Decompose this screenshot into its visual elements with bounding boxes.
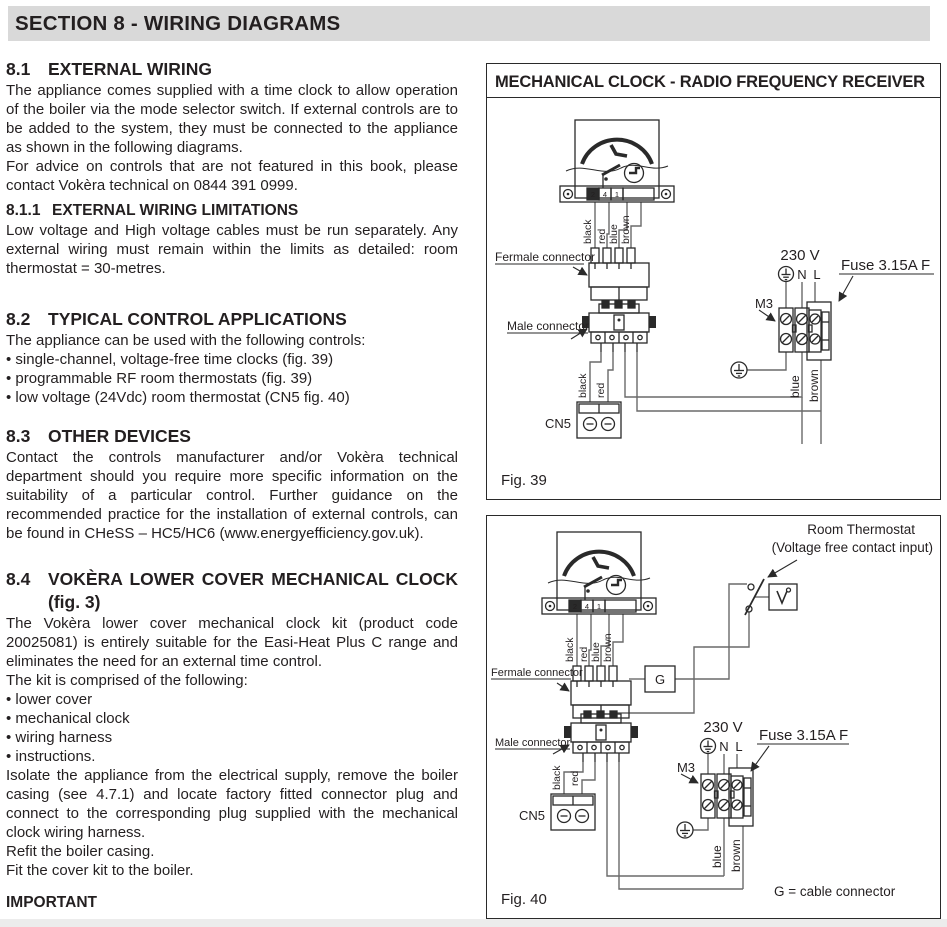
wire-label-black: black xyxy=(582,219,594,244)
fuse-label: Fuse 3.15A F xyxy=(759,727,849,744)
bullet-item: • mechanical clock xyxy=(6,710,130,727)
paragraph: The kit is comprised of the following: xyxy=(6,672,248,689)
terminal-number: 2 xyxy=(572,602,578,611)
paragraph: Refit the boiler casing. xyxy=(6,843,155,860)
terminal-number: 4 xyxy=(602,190,608,199)
bullet-item: • wiring harness xyxy=(6,729,113,746)
voltage-label: 230 V xyxy=(703,719,743,736)
male-connector-symbol xyxy=(564,711,638,762)
terminal-number: 1 xyxy=(596,602,602,611)
live-label: L xyxy=(735,739,743,754)
fig39-diagram xyxy=(487,98,939,494)
m3-label: M3 xyxy=(754,296,773,311)
neutral-label: N xyxy=(719,739,729,754)
heading-8-1-1 xyxy=(6,201,458,221)
fig39-box xyxy=(486,63,941,500)
female-connector-symbol xyxy=(589,248,649,300)
bullet-item: • single-channel, voltage-free time clocks (fig. 39) xyxy=(6,351,334,368)
cn5-terminal-block xyxy=(551,794,595,830)
earth-symbol-top xyxy=(779,267,794,282)
left-text-column xyxy=(6,58,458,912)
fuse-holder xyxy=(807,302,831,360)
paragraph: Fit the cover kit to the boiler. xyxy=(6,862,194,879)
paragraph: The appliance comes supplied with a time clock to allow operation of the boiler via the mode selector switch. If external controls are to be added to the system, they must be connected to the appliance as shown in the following diagrams. xyxy=(6,82,458,156)
heading-title: TYPICAL CONTROL APPLICATIONS xyxy=(48,309,347,329)
heading-number: 8.1.1 xyxy=(6,202,41,219)
fig39-caption: Fig. 39 xyxy=(501,472,547,489)
heading-number: 8.4 xyxy=(6,569,31,589)
wire-label-blue: blue xyxy=(608,224,620,244)
heading-title: OTHER DEVICES xyxy=(48,426,191,446)
heading-title: EXTERNAL WIRING LIMITATIONS xyxy=(52,202,299,219)
fig40-caption: Fig. 40 xyxy=(501,891,547,908)
wire-label-brown: brown xyxy=(807,369,821,402)
paragraph: Low voltage and High voltage cables must be run separately. Any external wiring must remain within the limits as detailed: room thermostat = 30-metres. xyxy=(6,222,458,277)
fuse-holder xyxy=(729,768,753,826)
wire-label-blue: blue xyxy=(788,375,802,398)
paragraph: Contact the controls manufacturer and/or Vokèra technical department should you require more specific information on the suitability of a particular control. Further guidance on the recommended practice for the installation of external controls, can be found in CHeSS – HC5/HC6 (www.energyefficiency.gov.uk). xyxy=(6,449,458,542)
male-connector-symbol xyxy=(582,301,656,352)
voltage-label: 230 V xyxy=(780,247,820,264)
heading-number: 8.3 xyxy=(6,426,31,446)
room-thermostat-label: Room Thermostat xyxy=(807,522,915,537)
fuse-cartridge xyxy=(822,312,829,350)
fig40-box xyxy=(486,515,941,919)
wire-label-brown: brown xyxy=(602,633,614,662)
clock-hand xyxy=(611,145,627,156)
male-connector-label: Male connector xyxy=(495,737,571,749)
cn5-label: CN5 xyxy=(518,808,545,823)
neutral-label: N xyxy=(797,267,807,282)
section-header-title: SECTION 8 - WIRING DIAGRAMS xyxy=(15,12,341,35)
live-label: L xyxy=(813,267,821,282)
wire-label-red: red xyxy=(596,228,608,244)
clock-hand xyxy=(593,557,609,568)
thermostat-glyph xyxy=(777,591,787,603)
wire-label-brown: brown xyxy=(620,215,632,244)
earth-symbol-bottom xyxy=(677,822,693,838)
room-thermostat-switch xyxy=(745,579,797,615)
heading-8-2 xyxy=(6,308,458,331)
paragraph: The Vokèra lower cover mechanical clock kit (product code 20025081) is entirely suitable for the Easi-Heat Plus C range and eliminates the need for an external time control. xyxy=(6,615,458,670)
bullet-item: • low voltage (24Vdc) room thermostat (CN5 fig. 40) xyxy=(6,389,350,406)
heading-number: 8.2 xyxy=(6,309,31,329)
heading-title: EXTERNAL WIRING xyxy=(48,59,212,79)
fuse-label: Fuse 3.15A F xyxy=(841,257,931,274)
wire-label-brown: brown xyxy=(729,839,743,872)
cn5-terminal-block xyxy=(577,402,621,438)
heading-title: VOKÈRA LOWER COVER MECHANICAL CLOCK (fig. 3) xyxy=(48,569,458,612)
heading-8-3 xyxy=(6,425,458,448)
female-connector-label: Fermale connector xyxy=(495,250,596,264)
male-connector-label: Male connector xyxy=(507,319,590,333)
heading-8-1 xyxy=(6,58,458,81)
heading-number: 8.1 xyxy=(6,59,31,79)
g-connector-label: G xyxy=(654,672,666,687)
wire-label-red: red xyxy=(569,770,581,786)
wire-label-blue: blue xyxy=(590,642,602,662)
terminal-number: 1 xyxy=(614,190,620,199)
paragraph: Isolate the appliance from the electrical supply, remove the boiler casing (see 4.7.1) and locate factory fitted connector plug and connect to the corresponding plug supplied with the mechanical clock wiring harness. xyxy=(6,767,458,841)
paragraph: For advice on controls that are not featured in this book, please contact Vokèra technical on 0844 391 0999. xyxy=(6,158,458,194)
heading-8-4 xyxy=(6,568,458,614)
room-thermostat-sublabel: (Voltage free contact input) xyxy=(771,540,933,555)
female-connector-label: Fermale connector xyxy=(491,667,583,679)
bullet-item: • programmable RF room thermostats (fig. 39) xyxy=(6,370,313,387)
section-header-bar xyxy=(8,6,930,41)
terminal-number: 4 xyxy=(584,602,590,611)
cn5-label: CN5 xyxy=(544,416,571,431)
wire-label-black: black xyxy=(564,637,576,662)
bottom-divider-bar xyxy=(0,919,947,927)
bullet-item: • instructions. xyxy=(6,748,96,765)
important-heading: IMPORTANT xyxy=(6,894,97,911)
earth-symbol-bottom xyxy=(731,362,747,378)
fuse-cartridge xyxy=(744,778,751,816)
bullet-item: • lower cover xyxy=(6,691,93,708)
fig39-labels xyxy=(495,190,930,431)
wire-label-blue: blue xyxy=(710,845,724,868)
earth-symbol-top xyxy=(701,739,716,754)
fig40-diagram xyxy=(487,516,939,916)
g-note-label: G = cable connector xyxy=(774,884,896,899)
wire-label-black: black xyxy=(551,765,563,790)
terminal-number: 2 xyxy=(590,190,596,199)
wire-label-red: red xyxy=(595,382,607,398)
fig39-title: MECHANICAL CLOCK - RADIO FREQUENCY RECEIVER xyxy=(487,64,940,98)
paragraph: The appliance can be used with the following controls: xyxy=(6,332,366,349)
wire-label-red: red xyxy=(578,646,590,662)
m3-label: M3 xyxy=(676,760,695,775)
wire-label-black: black xyxy=(577,373,589,398)
